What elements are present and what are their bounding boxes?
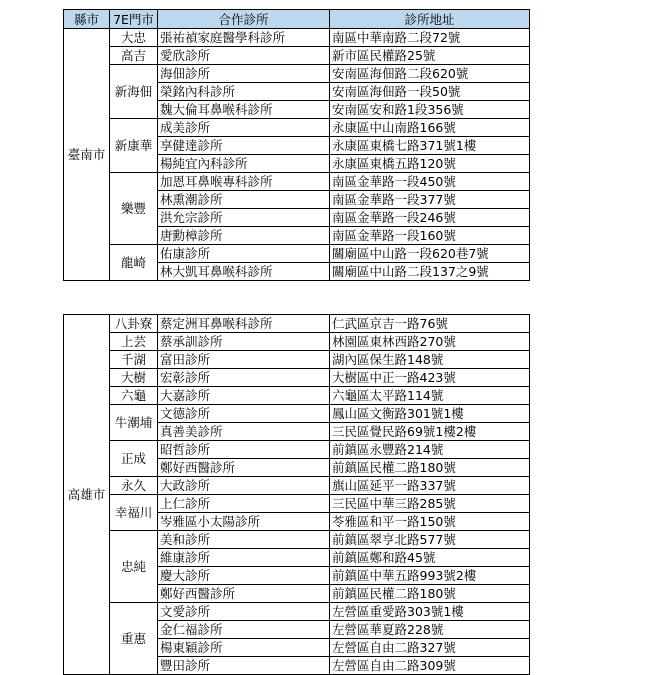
address-cell: 永康區東橋七路371號1樓: [330, 137, 530, 155]
address-cell: 旗山區延平一路337號: [330, 477, 530, 495]
store-cell: 永久: [110, 477, 158, 495]
header-row: [64, 10, 530, 29]
clinic-cell: 鄭好西醫診所: [158, 585, 330, 603]
address-cell: 左營區重愛路303號1樓: [330, 603, 530, 621]
table-row: [64, 245, 530, 263]
clinic-cell: 慶大診所: [158, 567, 330, 585]
address-cell: 前鎮區中華五路993號2樓: [330, 567, 530, 585]
clinic-cell: 岑雅區小太陽診所: [158, 513, 330, 531]
address-cell: 安南區海佃路二段620號: [330, 65, 530, 83]
clinic-cell: 大嘉診所: [158, 387, 330, 405]
address-cell: 林園區東林西路270號: [330, 333, 530, 351]
header-address: 診所地址: [330, 10, 530, 29]
clinic-cell: 昭哲診所: [158, 441, 330, 459]
table-row: [64, 315, 530, 333]
clinic-cell: 富田診所: [158, 351, 330, 369]
address-cell: 前鎮區民權二路180號: [330, 585, 530, 603]
store-cell: 重惠: [110, 603, 158, 675]
store-cell: 牛潮埔: [110, 405, 158, 441]
address-cell: 鳳山區文衡路301號1樓: [330, 405, 530, 423]
tainan-clinic-table: [63, 9, 530, 281]
address-cell: 三民區中華三路285號: [330, 495, 530, 513]
store-cell: 忠純: [110, 531, 158, 603]
address-cell: 永康區中山南路166號: [330, 119, 530, 137]
store-cell: 大樹: [110, 369, 158, 387]
clinic-cell: 楊東穎診所: [158, 639, 330, 657]
address-cell: 南區金華路一段246號: [330, 209, 530, 227]
clinic-cell: 唐勳樟診所: [158, 227, 330, 245]
address-cell: 新市區民權路25號: [330, 47, 530, 65]
clinic-cell: 愛欣診所: [158, 47, 330, 65]
table-row: [64, 333, 530, 351]
store-cell: 上芸: [110, 333, 158, 351]
clinic-cell: 加恩耳鼻喉專科診所: [158, 173, 330, 191]
table-row: [64, 369, 530, 387]
address-cell: 仁武區京吉一路76號: [330, 315, 530, 333]
address-cell: 前鎮區鄭和路45號: [330, 549, 530, 567]
address-cell: 南區金華路一段377號: [330, 191, 530, 209]
table-row: [64, 477, 530, 495]
address-cell: 關廟區中山路二段137之9號: [330, 263, 530, 281]
address-cell: 大樹區中正一路423號: [330, 369, 530, 387]
table-row: [64, 351, 530, 369]
table-row: [64, 441, 530, 459]
clinic-cell: 上仁診所: [158, 495, 330, 513]
clinic-cell: 楊純宜內科診所: [158, 155, 330, 173]
address-cell: 南區中華南路二段72號: [330, 29, 530, 47]
table-row: [64, 603, 530, 621]
clinic-cell: 鄭好西醫診所: [158, 459, 330, 477]
table-row: [64, 29, 530, 47]
clinic-cell: 豐田診所: [158, 657, 330, 675]
address-cell: 左營區自由二路309號: [330, 657, 530, 675]
clinic-cell: 真善美診所: [158, 423, 330, 441]
address-cell: 前鎮區民權二路180號: [330, 459, 530, 477]
address-cell: 安南區海佃路一段50號: [330, 83, 530, 101]
address-cell: 前鎮區翠亨北路577號: [330, 531, 530, 549]
address-cell: 南區金華路一段160號: [330, 227, 530, 245]
address-cell: 前鎮區永豐路214號: [330, 441, 530, 459]
clinic-cell: 蔡定洲耳鼻喉科診所: [158, 315, 330, 333]
clinic-cell: 魏大倫耳鼻喉科診所: [158, 101, 330, 119]
clinic-cell: 文德診所: [158, 405, 330, 423]
table-row: [64, 495, 530, 513]
store-cell: 八卦寮: [110, 315, 158, 333]
header-city: 縣市: [64, 10, 110, 29]
store-cell: 六龜: [110, 387, 158, 405]
header-clinic: 合作診所: [158, 10, 330, 29]
address-cell: 湖內區保生路148號: [330, 351, 530, 369]
address-cell: 安南區安和路1段356號: [330, 101, 530, 119]
address-cell: 左營區華夏路228號: [330, 621, 530, 639]
header-store: 7E門市: [110, 10, 158, 29]
store-cell: 龍崎: [110, 245, 158, 281]
clinic-cell: 維康診所: [158, 549, 330, 567]
clinic-cell: 蔡承訓診所: [158, 333, 330, 351]
city-cell: 臺南市: [64, 29, 110, 281]
address-cell: 左營區自由二路327號: [330, 639, 530, 657]
address-cell: 永康區東橋五路120號: [330, 155, 530, 173]
clinic-cell: 美和診所: [158, 531, 330, 549]
address-cell: 苓雅區和平一路150號: [330, 513, 530, 531]
table-row: [64, 47, 530, 65]
clinic-cell: 榮銘內科診所: [158, 83, 330, 101]
table-row: [64, 65, 530, 83]
store-cell: 幸福川: [110, 495, 158, 531]
clinic-cell: 林熏潮診所: [158, 191, 330, 209]
store-cell: 新海佃: [110, 65, 158, 119]
table-row: [64, 405, 530, 423]
clinic-cell: 張祐禎家庭醫學科診所: [158, 29, 330, 47]
clinic-cell: 文愛診所: [158, 603, 330, 621]
clinic-cell: 大政診所: [158, 477, 330, 495]
store-cell: 大忠: [110, 29, 158, 47]
clinic-cell: 金仁福診所: [158, 621, 330, 639]
store-cell: 高吉: [110, 47, 158, 65]
address-cell: 關廟區中山路一段620巷7號: [330, 245, 530, 263]
store-cell: 樂豐: [110, 173, 158, 245]
table-row: [64, 531, 530, 549]
table-row: [64, 173, 530, 191]
city-cell: 高雄市: [64, 315, 110, 675]
clinic-cell: 海佃診所: [158, 65, 330, 83]
table-row: [64, 387, 530, 405]
store-cell: 新康華: [110, 119, 158, 173]
table-row: [64, 119, 530, 137]
store-cell: 正成: [110, 441, 158, 477]
address-cell: 南區金華路一段450號: [330, 173, 530, 191]
clinic-cell: 洪允宗診所: [158, 209, 330, 227]
kaohsiung-clinic-table: [63, 314, 530, 675]
clinic-cell: 成美診所: [158, 119, 330, 137]
store-cell: 千湖: [110, 351, 158, 369]
address-cell: 六龜區太平路114號: [330, 387, 530, 405]
clinic-cell: 享健達診所: [158, 137, 330, 155]
clinic-cell: 佑康診所: [158, 245, 330, 263]
clinic-cell: 宏彰診所: [158, 369, 330, 387]
clinic-cell: 林大凱耳鼻喉科診所: [158, 263, 330, 281]
address-cell: 三民區覺民路69號1樓2樓: [330, 423, 530, 441]
